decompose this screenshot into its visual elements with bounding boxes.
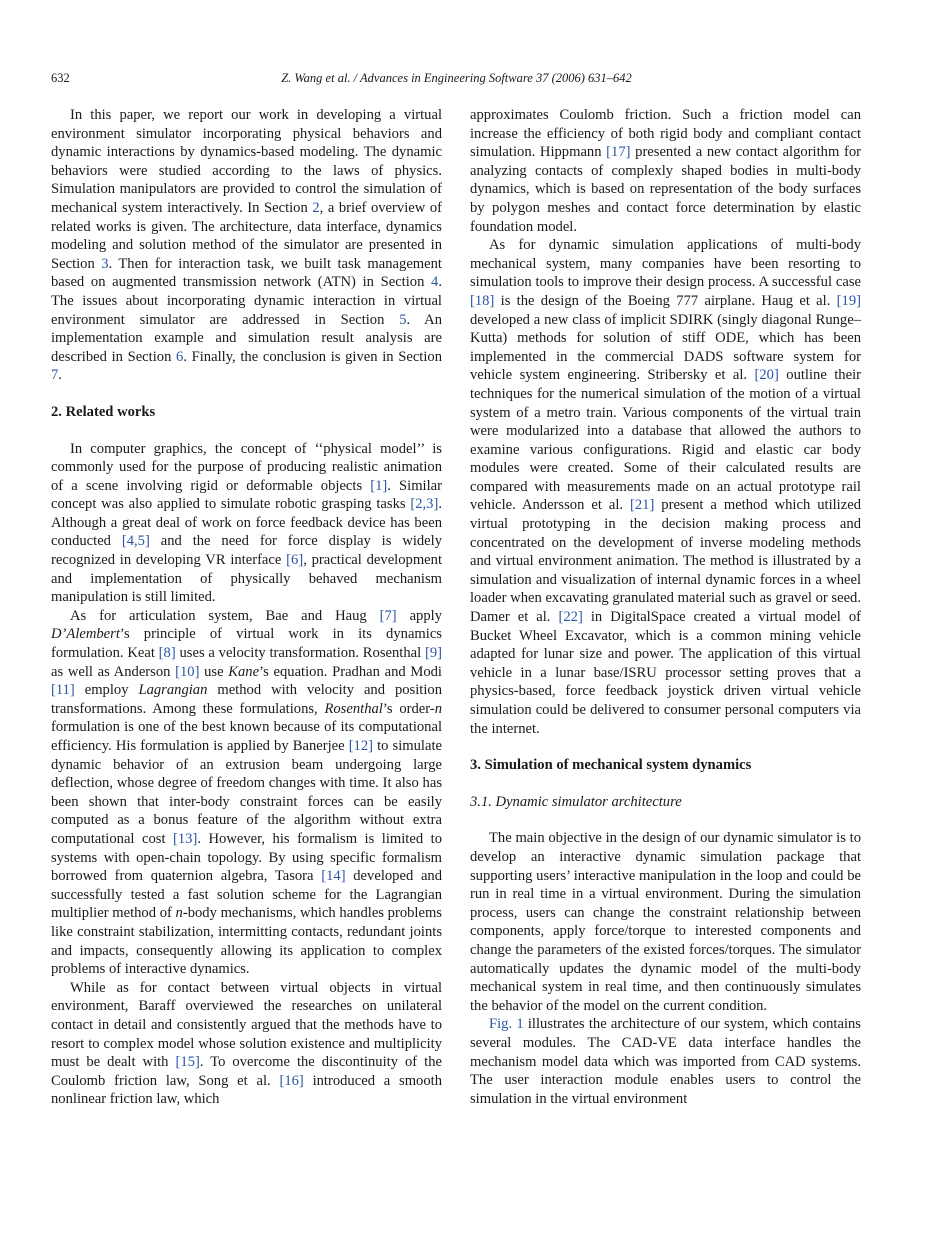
citation-link[interactable]: [9]: [424, 645, 442, 662]
body-paragraph: In computer graphics, the concept of ‘‘physical model’’ is commonly used for the purpose of producing realistic animation of a scene involving rigid or deformable objects [1]. Similar concept was also applied to simulate robotic grasping tasks [2,3]. Although a great deal of work on force feedback device has been conducted [4,5] and the need for force display is widely recognized in developing VR interface [6], practical development and implementation of physically behaved mechanism manipulation is still limited.: [51, 440, 443, 606]
citation-link[interactable]: [21]: [630, 497, 655, 514]
section-link[interactable]: 6: [176, 348, 184, 365]
citation-link[interactable]: [6]: [286, 552, 304, 569]
citation-link[interactable]: [4,5]: [121, 533, 150, 550]
section-link[interactable]: 4: [431, 274, 439, 291]
intro-paragraph: In this paper, we report our work in developing a virtual environment simulator incorporating physical behaviors and dynamic interactions by dynamics-based modeling. The dynamic behaviors were studied according to the laws of physics. Simulation manipulators are provided to control the simulation of mechanical system interactively. In Section 2, a brief overview of related works is given. The architecture, data interface, dynamics modeling and solution method of the simulator are presented in Section 3. Then for interaction task, we built task management based on augmented transmission network (ATN) in Section 4. The issues about incorporating dynamic interaction in virtual environment simulator are addressed in Section 5. An implementation example and simulation result analysis are described in Section 6. Finally, the conclusion is given in Section 7.: [51, 107, 443, 384]
citation-link[interactable]: [20]: [754, 367, 779, 384]
section-link[interactable]: 2: [312, 199, 320, 216]
citation-link[interactable]: [8]: [158, 645, 176, 662]
left-column: [51, 106, 442, 1109]
citation-link[interactable]: [14]: [321, 868, 346, 885]
running-head: Z. Wang et al. / Advances in Engineering Software 37 (2006) 631–642: [281, 71, 632, 85]
body-paragraph: approximates Coulomb friction. Such a friction model can increase the efficiency of both rigid body and compliant contact simulation. Hippmann [17] presented a new contact algorithm for analyzing contacts of complexly shaped bodies in multi-body dynamics, which is based on representation of the body surfaces by polygon meshes and contact force determination by elastic foundation model.: [470, 107, 861, 235]
body-paragraph: While as for contact between virtual objects in virtual environment, Baraff overviewed the researches on unilateral contact in detail and consistently argued that the methods have to resort to complex model whose solution existence and multiplicity must be dealt with [15]. To overcome the discontinuity of the Coulomb friction law, Song et al. [16] introduced a smooth nonlinear friction law, which: [51, 979, 443, 1108]
subsection-heading-architecture: 3.1. Dynamic simulator architecture: [470, 793, 682, 810]
citation-link[interactable]: [18]: [470, 292, 495, 309]
citation-link[interactable]: [13]: [173, 830, 198, 847]
citation-link[interactable]: [17]: [606, 144, 631, 161]
citation-link[interactable]: [22]: [558, 609, 583, 626]
citation-link[interactable]: [12]: [348, 738, 374, 754]
section-link[interactable]: 5: [399, 311, 407, 328]
page-header: [51, 71, 862, 91]
page-number: 632: [51, 71, 70, 85]
citation-link[interactable]: [15]: [175, 1054, 200, 1071]
citation-link[interactable]: [10]: [175, 663, 200, 680]
body-paragraph: Fig. 1 illustrates the architecture of our system, which contains several modules. The CAD-VE data interface handles the mechanism model data which was imported from CAD systems. The user interaction module enables users to control the simulation in the virtual environment: [470, 1016, 861, 1107]
figure-link[interactable]: Fig. 1: [489, 1016, 524, 1033]
citation-link[interactable]: [7]: [379, 607, 397, 624]
citation-link[interactable]: [19]: [836, 292, 861, 309]
citation-link[interactable]: [16]: [279, 1072, 304, 1089]
body-paragraph: As for articulation system, Bae and Haug [7] apply D’Alembert’s principle of virtual work in its dynamics formulation. Keat [8] uses a velocity transformation. Rosenthal [9] as well as Anderson [10] use Kane’s equation. Pradhan and Modi [11] employ Lagrangian method with velocity and position transformations. Among these formulations, Rosenthal’s order-n formulation is one of the best known because of its computational efficiency. His formulation is applied by Banerjee [12] to simulate dynamic behavior of an extrusion beam undergoing large deflection, whose degree of freedom changes with time. It also has been shown that inter-body constraint forces can be easily computed as a bonus feature of the algorithm without extra computational cost [13]. However, his formalism is limited to systems with open-chain topology. By using specific formalism borrowed from quaternion algebra, Tasora [14] developed and successfully tested a fast solution scheme for the Lagrangian multiplier method of n-body mechanisms, which handles problems like constraint stabilization, intermitting contacts, redundant joints and impacts, consequently allowing its application to complex problems of interactive dynamics.: [51, 607, 443, 978]
citation-link[interactable]: [2,3]: [410, 496, 439, 513]
body-paragraph: The main objective in the design of our dynamic simulator is to develop an interactive dynamic simulation package that supporting users’ interactive manipulation in the loop and could be run in real time in a virtual environment. During the simulation process, users can change the constraint relationship between components, apply force/torque to interested components and change the parameters of the existed forces/torques. The simulator automatically updates the dynamic model of the multi-body mechanical system in real time, and then continuously simulates the behavior of the model on the current condition.: [470, 830, 861, 1014]
section-link[interactable]: 7: [51, 367, 59, 384]
right-column: [470, 106, 861, 1108]
section-heading-related-works: 2. Related works: [51, 403, 156, 420]
section-link[interactable]: 3: [101, 255, 109, 272]
section-heading-simulation: 3. Simulation of mechanical system dynamics: [470, 757, 752, 774]
citation-link[interactable]: [1]: [370, 477, 388, 494]
body-paragraph: As for dynamic simulation applications of multi-body mechanical system, many companies have been resorting to simulation tools to improve their design process. A successful case [18] is the design of the Boeing 777 airplane. Haug et al. [19] developed a new class of implicit SDIRK (singly diagonal Runge–Kutta) methods for solution of stiff ODE, which has been implemented in the commercial DADS software system for vehicle system engineering. Stribersky et al. [20] outline their techniques for the numerical simulation of the motion of a virtual system of a metro train. Various components of the virtual train were modularized into a database that allowed the authors to examine various configurations. Rigid and elastic car body modules were created. Some of their calculated results are compared with measurements made on an actual prototype rail vehicle. Andersson et al. [21] present a method which utilized virtual prototyping in the decision making process and concentrated on the development of inverse modeling methods and virtual environment animation. The method is illustrated by a simulation and visualization of internal dynamic forces in a wheel loader when excavating granulated material such as gravel or seed. Damer et al. [22] in DigitalSpace created a virtual model of Bucket Wheel Excavator, which is a common mining vehicle adapted for lunar size and power. The application of this virtual vehicle in a lunar base/ISRU processor setting proves that a physics-based, force feedback joystick driven virtual vehicle simulation could be delivered to consumer personal computers via the internet.: [470, 237, 861, 737]
citation-link[interactable]: [11]: [51, 682, 75, 699]
